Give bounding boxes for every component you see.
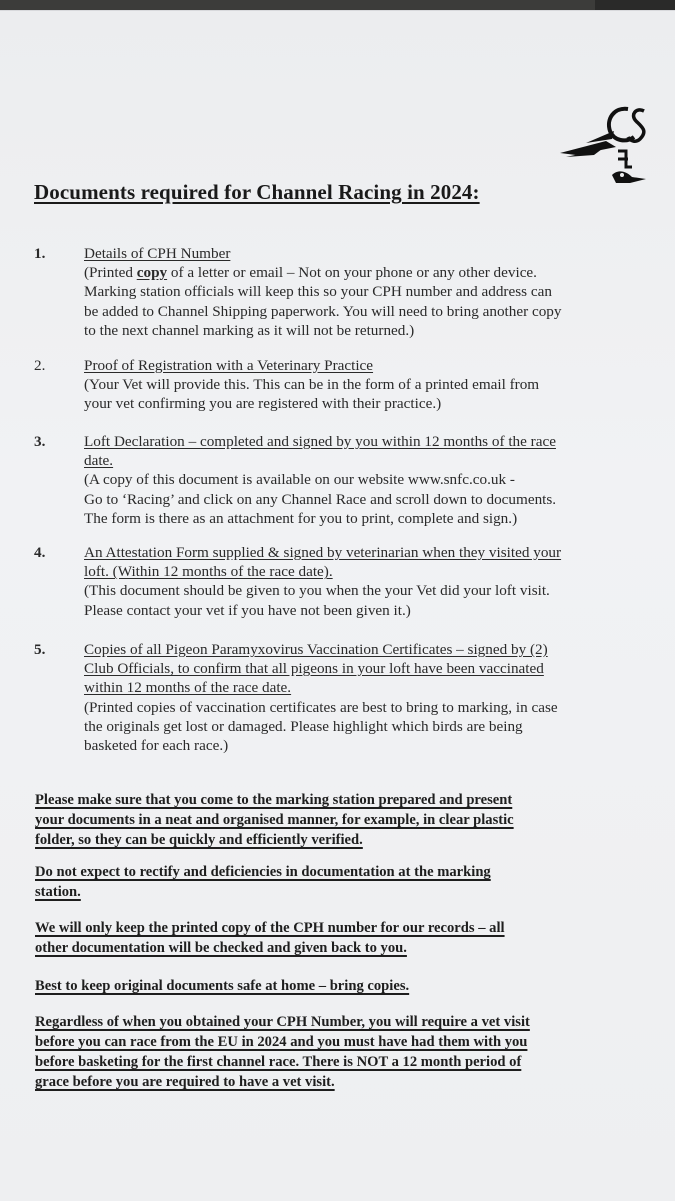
item-detail: be added to Channel Shipping paperwork. You will need to bring another copy — [84, 302, 562, 320]
note-line: your documents in a neat and organised manner, for example, in clear plastic — [35, 812, 514, 828]
note-line: before you can race from the EU in 2024 and you must have had them with you — [35, 1034, 528, 1050]
note-line: folder, so they can be quickly and efficiently verified. — [35, 832, 363, 848]
item-detail: (A copy of this document is available on our website www.snfc.co.uk - — [84, 471, 515, 489]
item-number: 5. — [34, 641, 46, 658]
item-heading: within 12 months of the race date. — [84, 679, 292, 697]
item-heading: Loft Declaration – completed and signed by you within 12 months of the race — [84, 433, 556, 450]
item-heading: Copies of all Pigeon Paramyxovirus Vaccination Certificates – signed by (2) — [84, 641, 548, 658]
item-detail: Marking station officials will keep this so your CPH number and address can — [84, 283, 552, 301]
item-heading: Details of CPH Number — [84, 245, 231, 262]
item-heading: Club Officials, to confirm that all pigeons in your loft have been vaccinated — [84, 660, 544, 678]
note-line: Best to keep original documents safe at home – bring copies. — [35, 978, 410, 994]
item-detail: (This document should be given to you when the your Vet did your loft visit. — [84, 582, 550, 600]
item-heading: date. — [84, 452, 114, 470]
item-detail: basketed for each race.) — [84, 737, 229, 755]
note-line: grace before you are required to have a vet visit. — [35, 1074, 335, 1090]
note-line: other documentation will be checked and given back to you. — [35, 940, 407, 956]
document-title: Documents required for Channel Racing in 2024: — [34, 180, 480, 204]
note-cph-records — [35, 918, 655, 958]
note-marking-station — [35, 790, 655, 850]
note-line: Regardless of when you obtained your CPH Number, you will require a vet visit — [35, 1014, 530, 1030]
item-detail: your vet confirming you are registered with their practice.) — [84, 395, 442, 413]
item-heading: An Attestation Form supplied & signed by veterinarian when they visited your — [84, 544, 562, 561]
item-number: 3. — [34, 433, 46, 450]
item-number: 1. — [34, 245, 46, 262]
item-heading: Proof of Registration with a Veterinary Practice — [84, 357, 374, 374]
item-number: 2. — [34, 357, 46, 374]
item-heading: loft. (Within 12 months of the race date). — [84, 563, 333, 581]
item-detail: the originals get lost or damaged. Please highlight which birds are being — [84, 717, 523, 735]
note-line: Do not expect to rectify and deficiencies in documentation at the marking — [35, 864, 491, 880]
note-vet-visit — [35, 1012, 655, 1092]
item-detail: (Printed copies of vaccination certificates are best to bring to marking, in case — [84, 698, 558, 716]
item-detail: (Printed copy of a letter or email – Not on your phone or any other device. — [84, 264, 537, 282]
item-detail: to the next channel marking as it will not be returned.) — [84, 321, 415, 339]
note-line: Please make sure that you come to the marking station prepared and present — [35, 792, 513, 808]
pigeon-logo-icon — [556, 97, 656, 193]
note-keep-originals — [35, 976, 655, 996]
note-line: station. — [35, 884, 81, 900]
item-detail: Go to ‘Racing’ and click on any Channel Race and scroll down to documents. — [84, 490, 557, 508]
item-number: 4. — [34, 544, 46, 561]
item-detail: Please contact your vet if you have not been given it.) — [84, 601, 411, 619]
emphasis-copy: copy — [136, 264, 168, 282]
note-line: before basketing for the first channel race. There is NOT a 12 month period of — [35, 1054, 522, 1070]
item-detail: (Your Vet will provide this. This can be in the form of a printed email from — [84, 376, 540, 394]
item-detail: The form is there as an attachment for you to print, complete and sign.) — [84, 509, 518, 527]
note-deficiencies — [35, 862, 655, 902]
note-line: We will only keep the printed copy of the CPH number for our records – all — [35, 920, 505, 936]
